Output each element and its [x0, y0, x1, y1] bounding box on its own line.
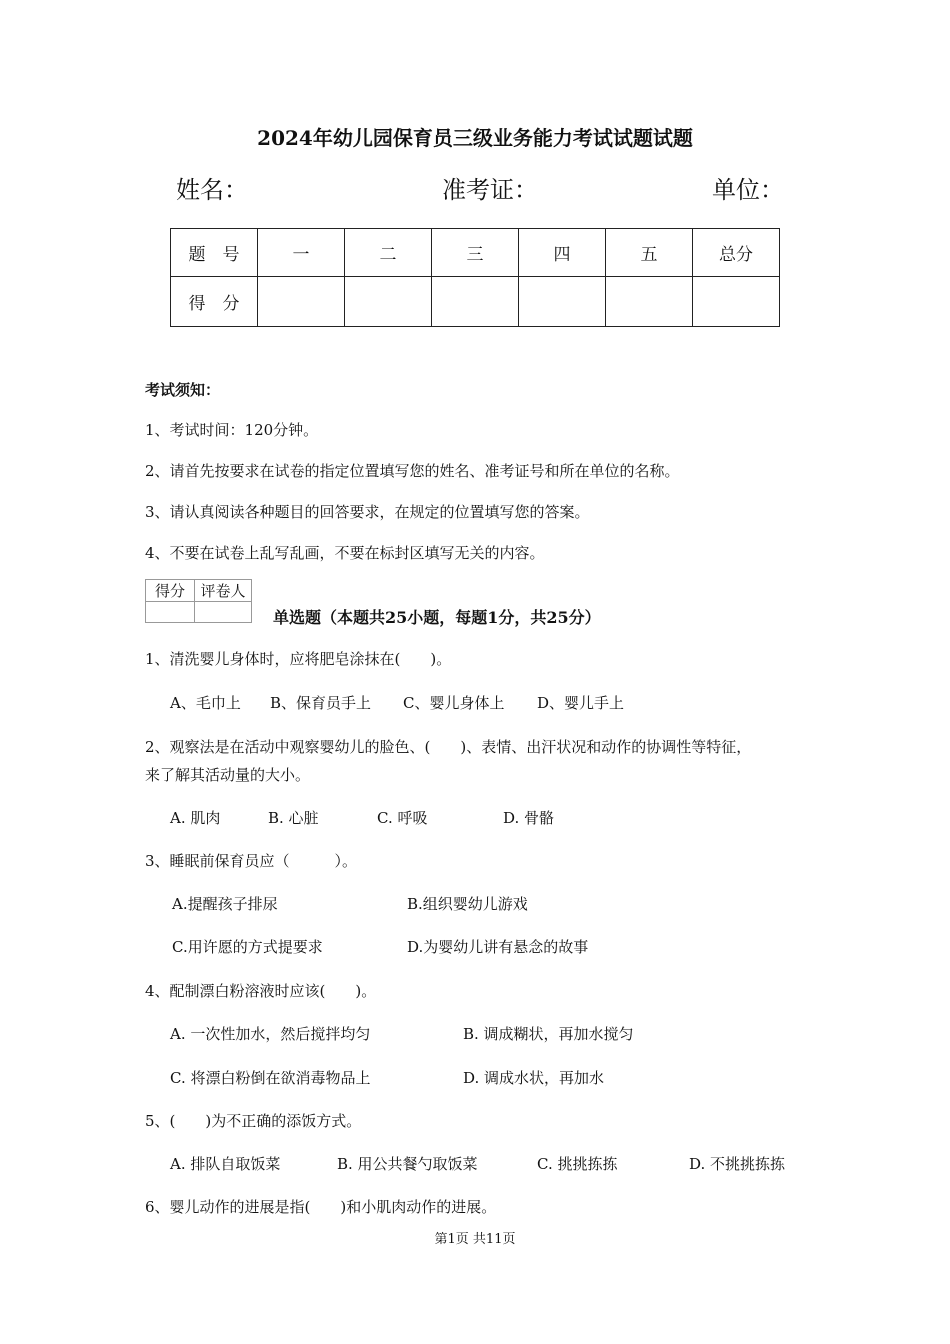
score-cell-header: 题 号 — [171, 229, 258, 277]
question-6: 6、婴儿动作的进展是指( )和小肌肉动作的进展。 — [145, 1198, 497, 1216]
score-cell-empty — [519, 277, 606, 327]
q2-option-a: A. 肌肉 — [170, 809, 221, 827]
score-cell-header: 五 — [606, 229, 693, 277]
notice-heading: 考试须知： — [145, 381, 221, 399]
exam-title: 2024年幼儿园保育员三级业务能力考试试题试题 — [257, 126, 693, 150]
score-cell-empty — [432, 277, 519, 327]
q3-option-c: C.用许愿的方式提要求 — [172, 938, 323, 956]
question-2-line-2: 来了解其活动量的大小。 — [145, 766, 311, 784]
q2-option-c: C. 呼吸 — [377, 809, 428, 827]
q1-option-d: D、婴儿手上 — [537, 694, 625, 712]
q5-option-a: A. 排队自取饭菜 — [170, 1155, 281, 1173]
score-table-score-row — [171, 277, 780, 327]
exam-id-label: 准考证： — [442, 176, 538, 204]
section-title: 单选题（本题共25小题，每题1分，共25分） — [273, 608, 601, 627]
score-cell-empty — [258, 277, 345, 327]
q2-option-b: B. 心脏 — [268, 809, 319, 827]
q3-option-a: A.提醒孩子排尿 — [172, 895, 278, 913]
score-cell-header: 二 — [345, 229, 432, 277]
q5-option-c: C. 挑挑拣拣 — [537, 1155, 618, 1173]
score-cell-empty — [693, 277, 780, 327]
score-cell-header: 一 — [258, 229, 345, 277]
q5-option-d: D. 不挑挑拣拣 — [689, 1155, 786, 1173]
score-cell-empty — [606, 277, 693, 327]
grader-reviewer-cell — [195, 602, 252, 623]
score-row-label: 得 分 — [171, 277, 258, 327]
q4-option-d: D. 调成水状，再加水 — [463, 1069, 605, 1087]
question-2-line-1: 2、观察法是在活动中观察婴幼儿的脸色、( )、表情、出汗状况和动作的协调性等特征， — [145, 738, 752, 756]
grader-reviewer-label: 评卷人 — [195, 580, 252, 602]
question-5: 5、( )为不正确的添饭方式。 — [145, 1112, 362, 1130]
question-4: 4、配制漂白粉溶液时应该( )。 — [145, 982, 377, 1000]
q1-option-a: A、毛巾上 — [170, 694, 241, 712]
unit-label: 单位： — [712, 176, 784, 204]
notice-item: 2、请首先按要求在试卷的指定位置填写您的姓名、准考证号和所在单位的名称。 — [145, 462, 680, 480]
score-cell-header: 三 — [432, 229, 519, 277]
q4-option-a: A. 一次性加水，然后搅拌均匀 — [170, 1025, 371, 1043]
q4-option-c: C. 将漂白粉倒在欲消毒物品上 — [170, 1069, 371, 1087]
score-table — [170, 228, 780, 327]
q4-option-b: B. 调成糊状，再加水搅匀 — [463, 1025, 634, 1043]
q3-option-b: B.组织婴幼儿游戏 — [407, 895, 528, 913]
grader-score-cell — [146, 602, 195, 623]
notice-item: 4、不要在试卷上乱写乱画，不要在标封区填写无关的内容。 — [145, 544, 545, 562]
notice-item: 1、考试时间：120分钟。 — [145, 421, 319, 439]
name-label: 姓名： — [176, 176, 248, 204]
q3-option-d: D.为婴幼儿讲有悬念的故事 — [407, 938, 589, 956]
score-cell-header: 四 — [519, 229, 606, 277]
grader-score-label: 得分 — [146, 580, 195, 602]
page-footer: 第1页 共11页 — [434, 1232, 516, 1247]
score-cell-header: 总分 — [693, 229, 780, 277]
score-cell-empty — [345, 277, 432, 327]
question-3: 3、睡眠前保育员应（ ）。 — [145, 852, 358, 870]
score-table-header-row — [171, 229, 780, 277]
q1-option-c: C、婴儿身体上 — [403, 694, 505, 712]
grader-box — [145, 579, 252, 623]
notice-item: 3、请认真阅读各种题目的回答要求，在规定的位置填写您的答案。 — [145, 503, 590, 521]
q2-option-d: D. 骨骼 — [503, 809, 555, 827]
question-1: 1、清洗婴儿身体时，应将肥皂涂抹在( )。 — [145, 650, 452, 668]
q1-option-b: B、保育员手上 — [270, 694, 372, 712]
q5-option-b: B. 用公共餐勺取饭菜 — [337, 1155, 478, 1173]
